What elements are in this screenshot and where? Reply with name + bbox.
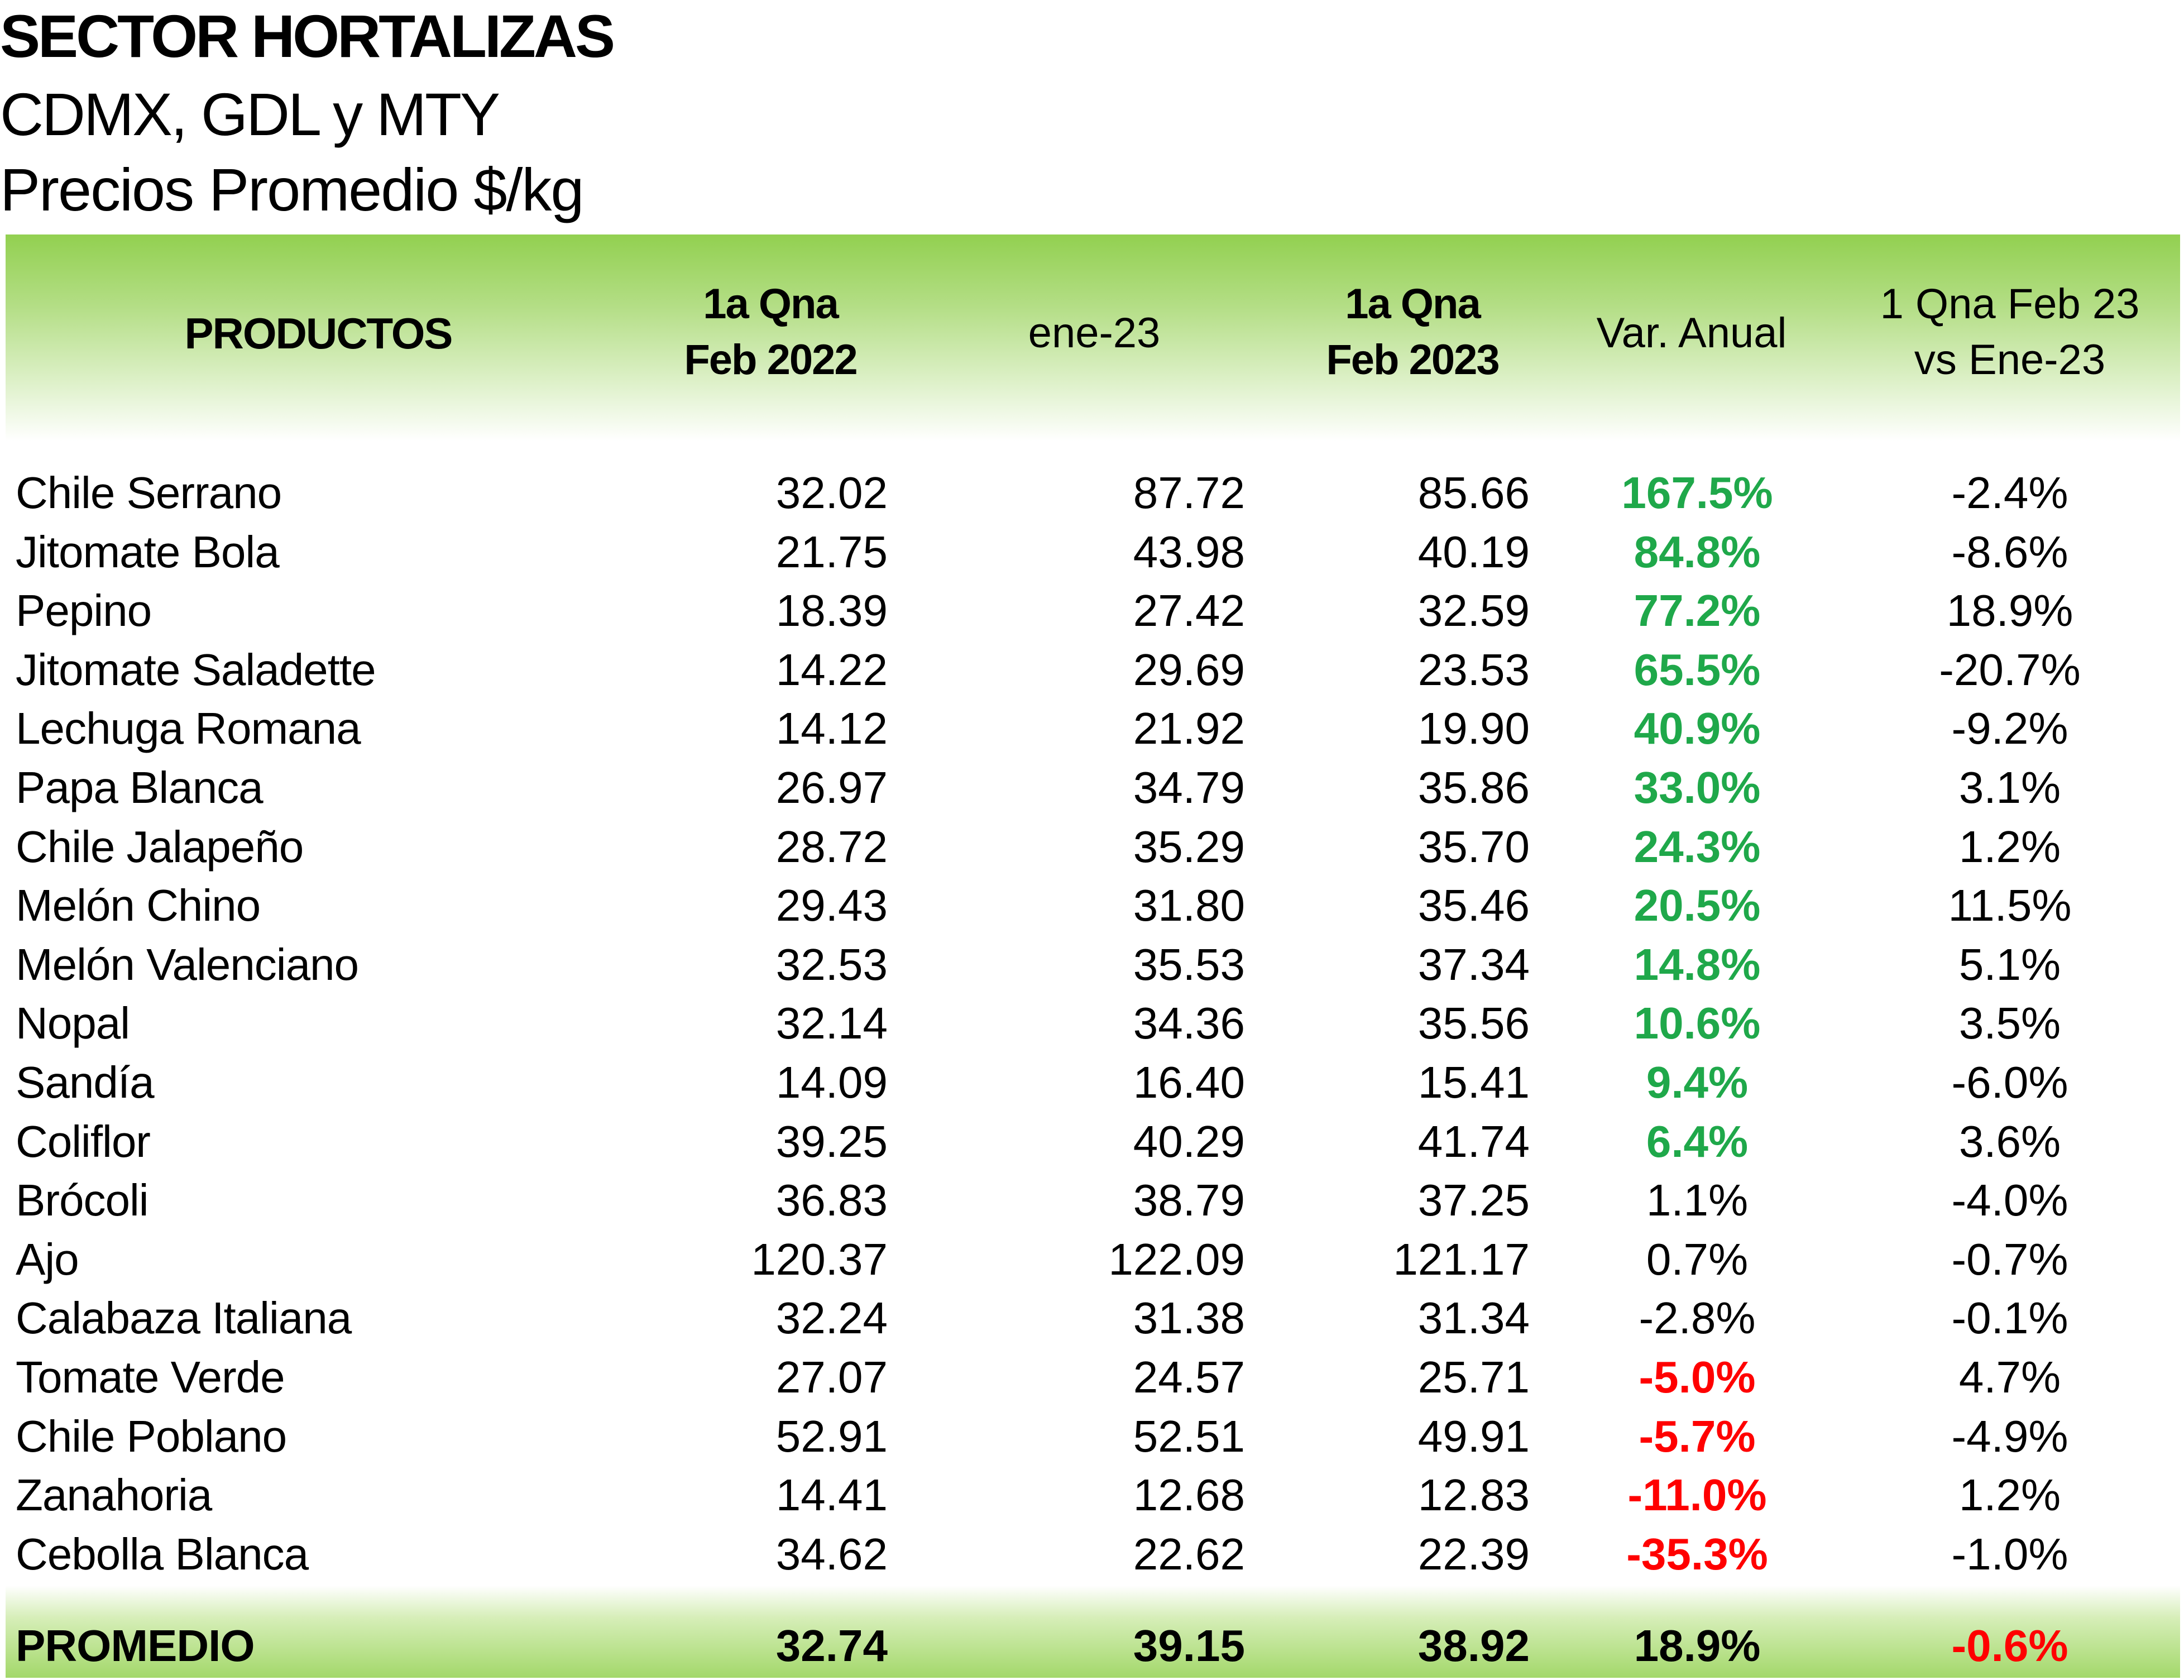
price-feb2023: 37.34 bbox=[1417, 940, 1530, 989]
table-row bbox=[0, 1171, 2184, 1230]
price-feb2022: 39.25 bbox=[775, 1117, 888, 1166]
var-anual: -2.8% bbox=[1639, 1293, 1756, 1343]
price-ene23: 87.72 bbox=[1133, 468, 1245, 518]
var-vs-ene23: 3.5% bbox=[1958, 998, 2061, 1048]
table-row bbox=[0, 581, 2184, 640]
product-name: Brócoli bbox=[16, 1175, 149, 1225]
price-feb2022: 14.09 bbox=[775, 1057, 888, 1107]
price-feb2023: 35.70 bbox=[1417, 822, 1530, 872]
var-anual: 167.5% bbox=[1621, 468, 1773, 518]
price-ene23: 40.29 bbox=[1133, 1117, 1245, 1166]
var-vs-ene23: -9.2% bbox=[1951, 703, 2068, 753]
title: SECTOR HORTALIZAS bbox=[0, 2, 614, 70]
table-row bbox=[0, 994, 2184, 1053]
product-name: Ajo bbox=[16, 1234, 79, 1284]
price-feb2023: 19.90 bbox=[1417, 703, 1530, 753]
price-ene23: 31.80 bbox=[1133, 880, 1245, 930]
var-vs-ene23: 3.6% bbox=[1958, 1117, 2061, 1166]
table-row bbox=[0, 463, 2184, 523]
price-ene23: 31.38 bbox=[1133, 1293, 1245, 1343]
price-ene23: 22.62 bbox=[1133, 1529, 1245, 1579]
subtitle-cities: CDMX, GDL y MTY bbox=[0, 80, 499, 148]
product-name: Chile Serrano bbox=[16, 468, 282, 518]
price-feb2022: 21.75 bbox=[775, 527, 888, 577]
price-feb2022: 34.62 bbox=[775, 1529, 888, 1579]
footer-feb2023: 38.92 bbox=[1417, 1621, 1530, 1671]
price-feb2022: 32.14 bbox=[775, 998, 888, 1048]
var-vs-ene23: -4.9% bbox=[1951, 1411, 2068, 1461]
price-feb2023: 35.86 bbox=[1417, 763, 1530, 812]
table-row bbox=[0, 1525, 2184, 1584]
price-feb2022: 36.83 bbox=[775, 1175, 888, 1225]
price-feb2023: 22.39 bbox=[1417, 1529, 1530, 1579]
product-name: Papa Blanca bbox=[16, 763, 263, 812]
product-name: Pepino bbox=[16, 586, 152, 635]
price-feb2022: 28.72 bbox=[775, 822, 888, 872]
var-anual: 84.8% bbox=[1634, 527, 1761, 577]
var-anual: 6.4% bbox=[1646, 1117, 1749, 1166]
price-feb2023: 32.59 bbox=[1417, 586, 1530, 635]
var-anual: 9.4% bbox=[1646, 1057, 1749, 1107]
product-name: Sandía bbox=[16, 1057, 154, 1107]
var-vs-ene23: 1.2% bbox=[1958, 822, 2061, 872]
var-vs-ene23: -8.6% bbox=[1951, 527, 2068, 577]
var-vs-ene23: -1.0% bbox=[1951, 1529, 2068, 1579]
header-feb2023 bbox=[1245, 276, 1580, 388]
header-feb2023-line2: Feb 2023 bbox=[1326, 336, 1499, 384]
var-anual: 1.1% bbox=[1646, 1175, 1749, 1225]
price-ene23: 21.92 bbox=[1133, 703, 1245, 753]
product-name: Zanahoria bbox=[16, 1470, 212, 1520]
header-feb2022-line2: Feb 2022 bbox=[684, 336, 857, 384]
var-anual: -5.0% bbox=[1639, 1352, 1756, 1402]
product-name: Calabaza Italiana bbox=[16, 1293, 352, 1343]
product-name: Chile Jalapeño bbox=[16, 822, 304, 872]
table-row bbox=[0, 1112, 2184, 1171]
footer-var: 18.9% bbox=[1634, 1621, 1761, 1671]
product-name: Coliflor bbox=[16, 1117, 150, 1166]
var-vs-ene23: -2.4% bbox=[1951, 468, 2068, 518]
price-ene23: 34.79 bbox=[1133, 763, 1245, 812]
product-name: Nopal bbox=[16, 998, 130, 1048]
price-ene23: 52.51 bbox=[1133, 1411, 1245, 1461]
price-ene23: 12.68 bbox=[1133, 1470, 1245, 1520]
price-feb2023: 25.71 bbox=[1417, 1352, 1530, 1402]
var-vs-ene23: 18.9% bbox=[1946, 586, 2073, 635]
footer-label: PROMEDIO bbox=[16, 1621, 255, 1671]
footer-feb2022: 32.74 bbox=[775, 1621, 888, 1671]
price-ene23: 27.42 bbox=[1133, 586, 1245, 635]
var-vs-ene23: 5.1% bbox=[1958, 940, 2061, 989]
var-vs-ene23: 1.2% bbox=[1958, 1470, 2061, 1520]
var-anual: 40.9% bbox=[1634, 703, 1761, 753]
table-row bbox=[0, 1230, 2184, 1289]
footer-vs: -0.6% bbox=[1951, 1621, 2068, 1671]
product-name: Lechuga Romana bbox=[16, 703, 361, 753]
table-row bbox=[0, 1348, 2184, 1407]
footer-ene23: 39.15 bbox=[1133, 1621, 1245, 1671]
var-anual: 10.6% bbox=[1634, 998, 1761, 1048]
price-feb2022: 14.41 bbox=[775, 1470, 888, 1520]
var-vs-ene23: -20.7% bbox=[1939, 645, 2081, 695]
var-anual: -5.7% bbox=[1639, 1411, 1756, 1461]
header-productos: PRODUCTOS bbox=[184, 309, 452, 358]
subtitle-units: Precios Promedio $/kg bbox=[0, 156, 583, 223]
price-feb2022: 32.02 bbox=[775, 468, 888, 518]
price-feb2022: 14.22 bbox=[775, 645, 888, 695]
footer-row bbox=[0, 1616, 2184, 1676]
price-feb2022: 18.39 bbox=[775, 586, 888, 635]
table-row bbox=[0, 640, 2184, 700]
table-row bbox=[0, 699, 2184, 758]
var-vs-ene23: -0.1% bbox=[1951, 1293, 2068, 1343]
var-anual: -35.3% bbox=[1626, 1529, 1768, 1579]
product-name: Jitomate Saladette bbox=[16, 645, 376, 695]
price-feb2022: 27.07 bbox=[775, 1352, 888, 1402]
price-feb2022: 32.53 bbox=[775, 940, 888, 989]
var-anual: 20.5% bbox=[1634, 880, 1761, 930]
var-vs-ene23: -6.0% bbox=[1951, 1057, 2068, 1107]
price-feb2023: 31.34 bbox=[1417, 1293, 1530, 1343]
product-name: Jitomate Bola bbox=[16, 527, 279, 577]
price-feb2023: 23.53 bbox=[1417, 645, 1530, 695]
table-row bbox=[0, 1289, 2184, 1348]
table-row bbox=[0, 876, 2184, 935]
price-ene23: 16.40 bbox=[1133, 1057, 1245, 1107]
header-feb2022-line1: 1a Qna bbox=[703, 280, 838, 328]
price-ene23: 24.57 bbox=[1133, 1352, 1245, 1402]
price-feb2023: 40.19 bbox=[1417, 527, 1530, 577]
price-feb2023: 85.66 bbox=[1417, 468, 1530, 518]
table-row bbox=[0, 523, 2184, 582]
price-ene23: 34.36 bbox=[1133, 998, 1245, 1048]
header-vs-line2: vs Ene-23 bbox=[1914, 336, 2106, 384]
table-row bbox=[0, 817, 2184, 877]
var-anual: 33.0% bbox=[1634, 763, 1761, 812]
product-name: Melón Chino bbox=[16, 880, 261, 930]
price-ene23: 35.53 bbox=[1133, 940, 1245, 989]
price-feb2023: 121.17 bbox=[1393, 1234, 1530, 1284]
price-feb2023: 35.46 bbox=[1417, 880, 1530, 930]
header-ene23: ene-23 bbox=[1028, 309, 1161, 357]
var-vs-ene23: 3.1% bbox=[1958, 763, 2061, 812]
price-ene23: 122.09 bbox=[1108, 1234, 1245, 1284]
price-feb2022: 26.97 bbox=[775, 763, 888, 812]
price-ene23: 35.29 bbox=[1133, 822, 1245, 872]
table-row bbox=[0, 1407, 2184, 1466]
header-vs-line1: 1 Qna Feb 23 bbox=[1880, 280, 2140, 328]
var-vs-ene23: -4.0% bbox=[1951, 1175, 2068, 1225]
table-row bbox=[0, 935, 2184, 994]
price-feb2023: 41.74 bbox=[1417, 1117, 1530, 1166]
header-var-anual: Var. Anual bbox=[1596, 309, 1787, 357]
price-ene23: 29.69 bbox=[1133, 645, 1245, 695]
var-anual: 77.2% bbox=[1634, 586, 1761, 635]
var-vs-ene23: 4.7% bbox=[1958, 1352, 2061, 1402]
table-row bbox=[0, 1053, 2184, 1112]
price-feb2022: 29.43 bbox=[775, 880, 888, 930]
var-vs-ene23: 11.5% bbox=[1948, 880, 2072, 930]
var-vs-ene23: -0.7% bbox=[1951, 1234, 2068, 1284]
price-feb2022: 32.24 bbox=[775, 1293, 888, 1343]
var-anual: 65.5% bbox=[1634, 645, 1761, 695]
price-feb2023: 37.25 bbox=[1417, 1175, 1530, 1225]
price-feb2022: 52.91 bbox=[775, 1411, 888, 1461]
header-feb2023-line1: 1a Qna bbox=[1345, 280, 1480, 328]
product-name: Melón Valenciano bbox=[16, 940, 359, 989]
var-anual: 24.3% bbox=[1634, 822, 1761, 872]
table-row bbox=[0, 1466, 2184, 1525]
table-row bbox=[0, 758, 2184, 817]
price-feb2022: 14.12 bbox=[775, 703, 888, 753]
price-ene23: 43.98 bbox=[1133, 527, 1245, 577]
product-name: Tomate Verde bbox=[16, 1352, 285, 1402]
price-ene23: 38.79 bbox=[1133, 1175, 1245, 1225]
var-anual: 0.7% bbox=[1646, 1234, 1749, 1284]
var-anual: 14.8% bbox=[1634, 940, 1761, 989]
product-name: Chile Poblano bbox=[16, 1411, 287, 1461]
price-feb2023: 12.83 bbox=[1417, 1470, 1530, 1520]
header-vs-ene23 bbox=[1842, 276, 2177, 388]
price-feb2023: 15.41 bbox=[1417, 1057, 1530, 1107]
var-anual: -11.0% bbox=[1627, 1470, 1767, 1520]
header-feb2022 bbox=[603, 276, 938, 388]
price-feb2022: 120.37 bbox=[751, 1234, 888, 1284]
price-feb2023: 35.56 bbox=[1417, 998, 1530, 1048]
price-feb2023: 49.91 bbox=[1417, 1411, 1530, 1461]
product-name: Cebolla Blanca bbox=[16, 1529, 309, 1579]
